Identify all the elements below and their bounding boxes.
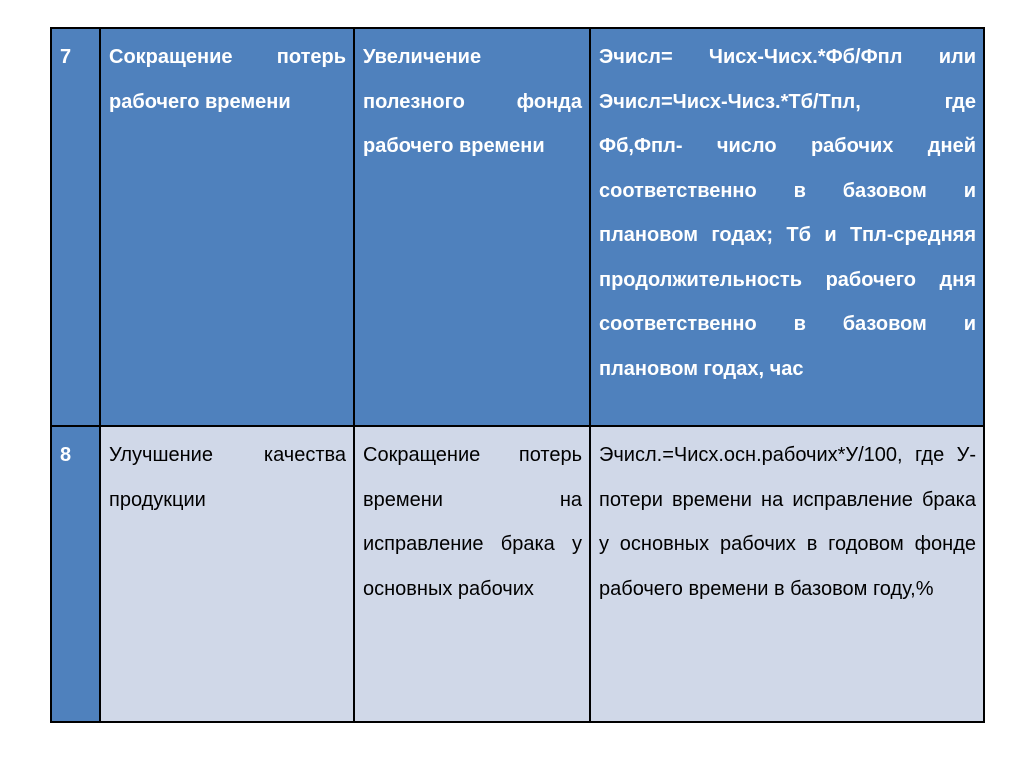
table-row [51, 426, 984, 722]
row-number: 8 [51, 426, 100, 722]
table-row [51, 28, 984, 426]
formula-cell: Эчисл= Чисх-Чисх.*Фб/Фпл или Эчисл=Чисх-Чисз.*Тб/Тпл, где Фб,Фпл- число рабочих дней соответственно в базовом и плановом годах; Тб и Тпл-средняя продолжительность рабочего дня соответственно в базовом и плановом годах, час [590, 28, 984, 426]
measures-table [50, 27, 985, 723]
factor-cell: Улучшение качества продукции [100, 426, 354, 722]
row-number: 7 [51, 28, 100, 426]
result-cell: Увеличение полезного фонда рабочего времени [354, 28, 590, 426]
formula-cell: Эчисл.=Чисх.осн.рабочих*У/100, где У-потери времени на исправление брака у основных рабочих в годовом фонде рабочего времени в базовом году,% [590, 426, 984, 722]
result-cell: Сокращение потерь времени на исправление брака у основных рабочих [354, 426, 590, 722]
factor-cell: Сокращение потерь рабочего времени [100, 28, 354, 426]
